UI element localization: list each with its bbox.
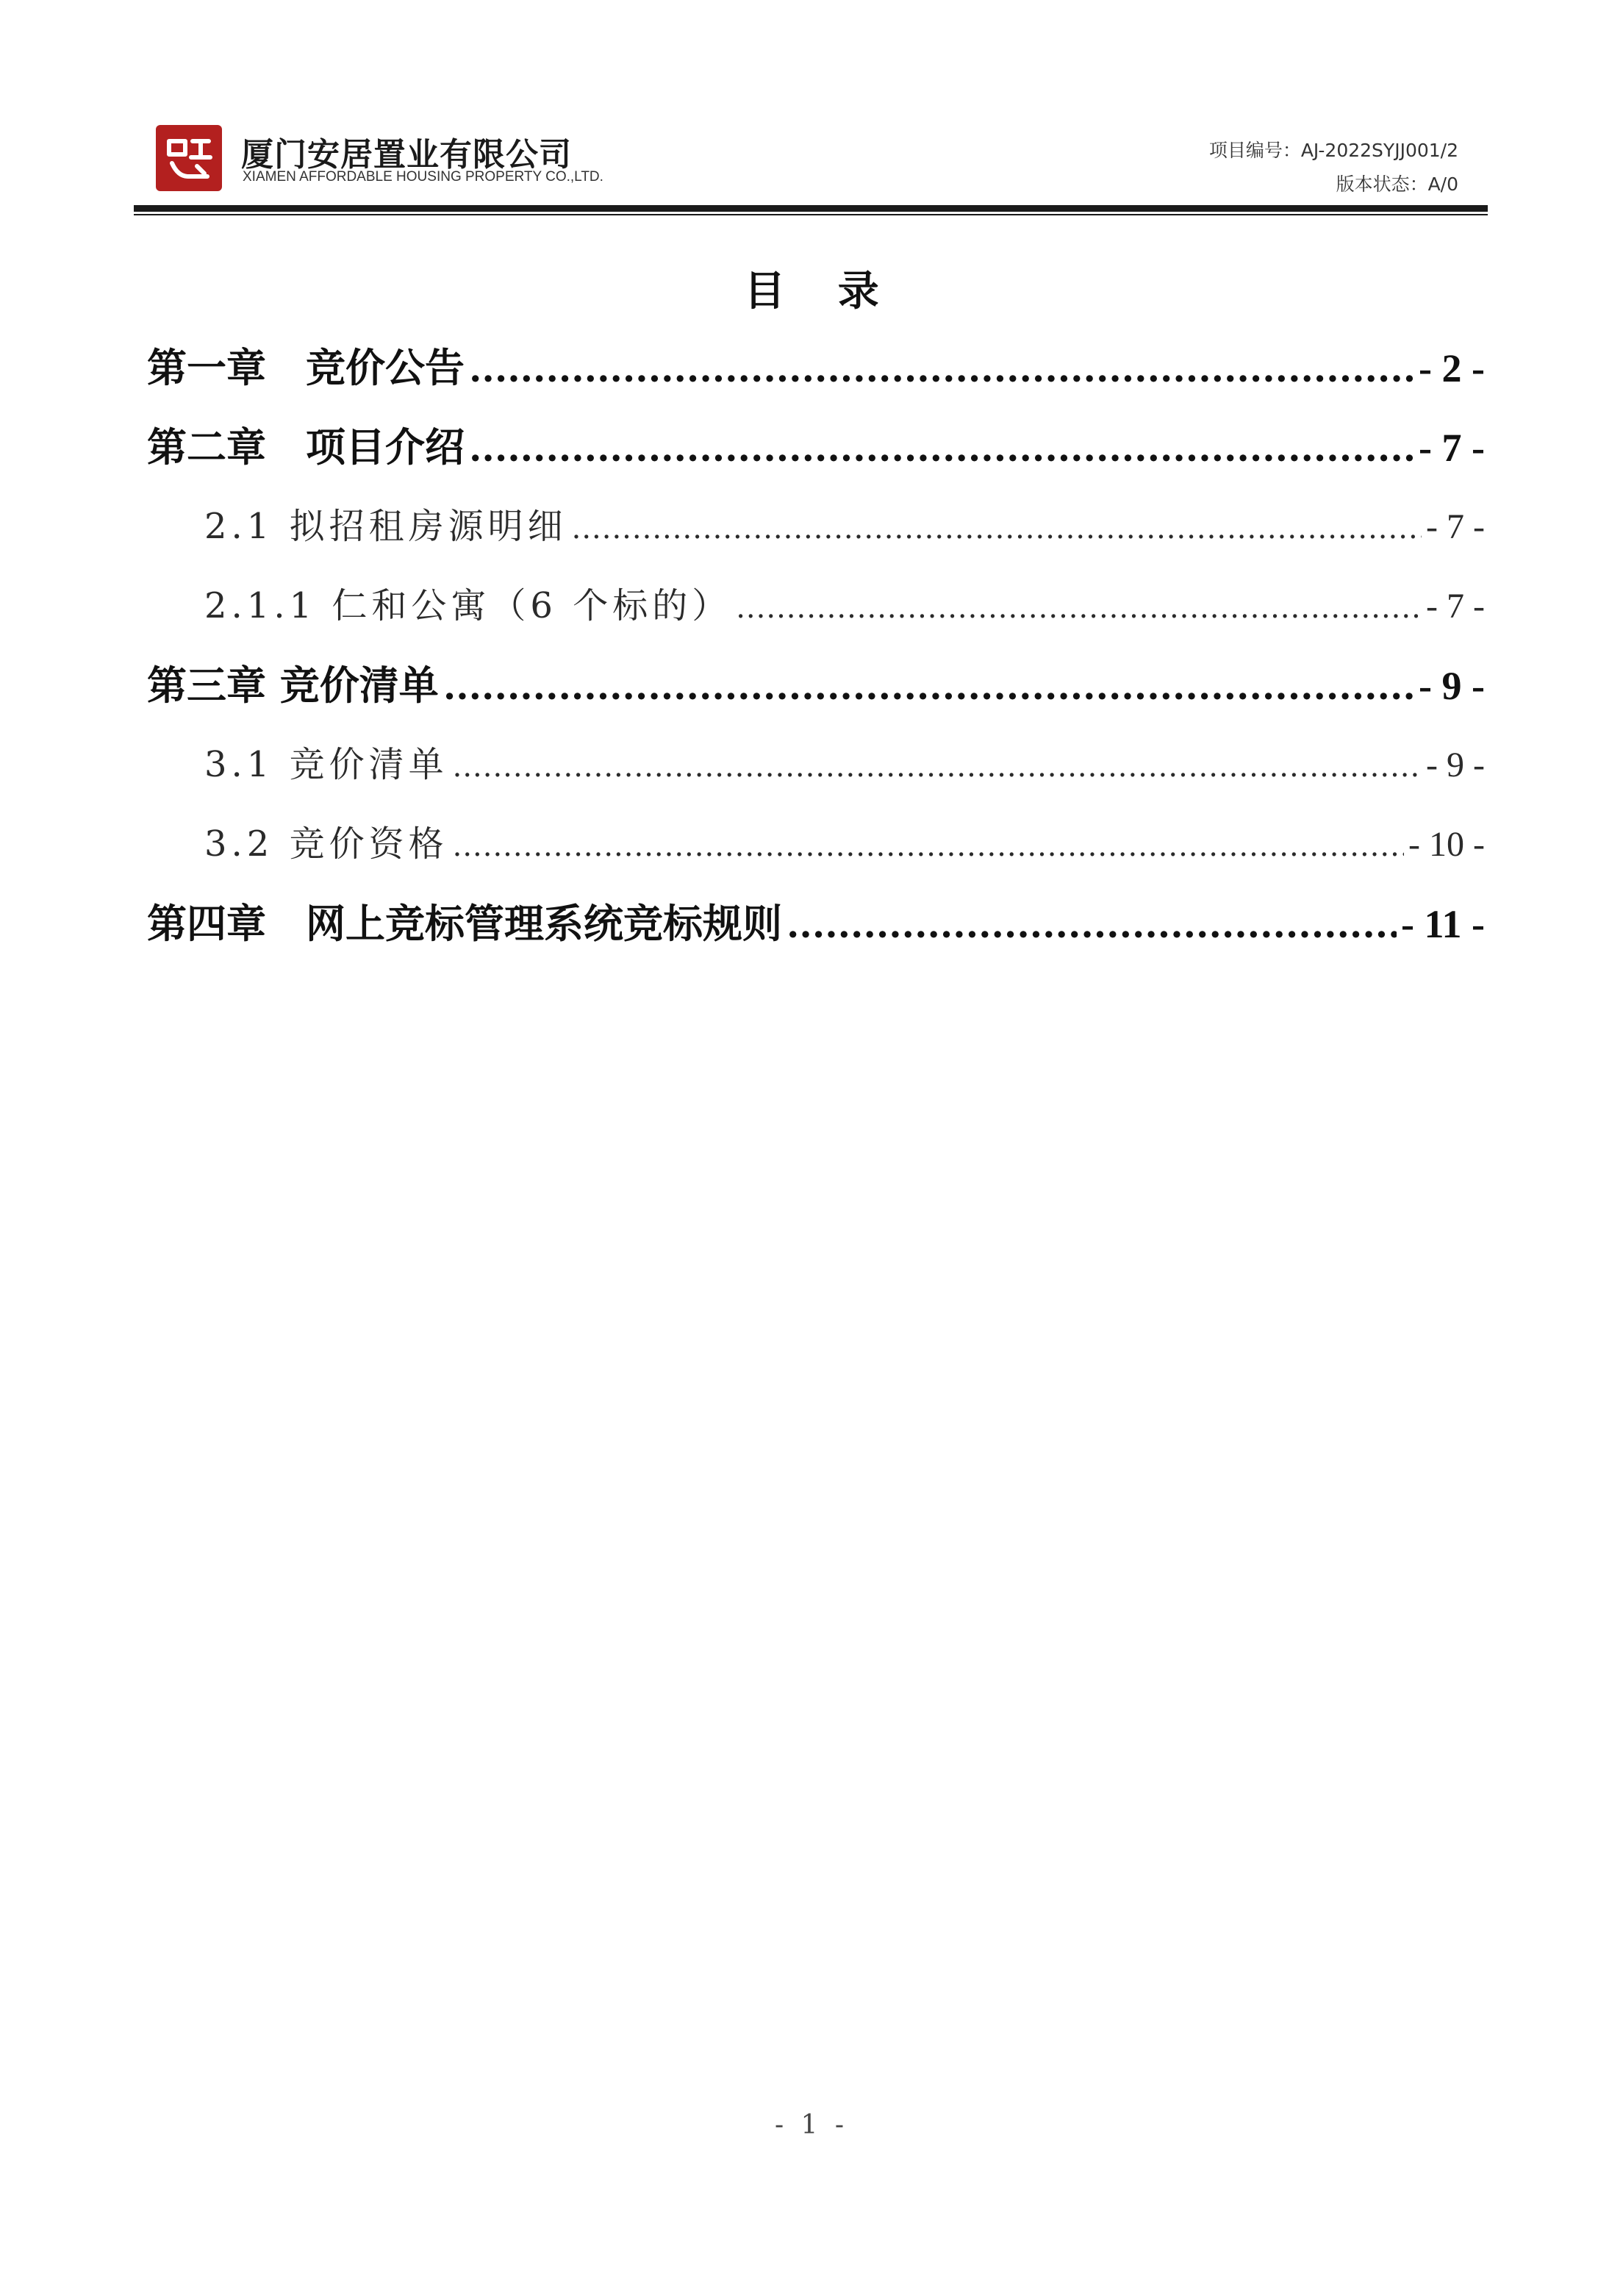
toc-leader-dots (787, 885, 1397, 965)
toc-leader-dots (453, 807, 1404, 886)
header-rule-thick (134, 205, 1488, 212)
toc-entry-page: - 9 - (1419, 664, 1485, 708)
project-number: 项目编号：AJ-2022SYJJ001/2 (1208, 140, 1458, 161)
toc-leader-dots (443, 647, 1414, 726)
toc-entry-label: 3.2 竞价资格 (204, 823, 448, 865)
page-number: - 1 - (774, 2110, 849, 2140)
toc-leader-dots (469, 409, 1414, 488)
toc-title: 目 录 (744, 268, 898, 315)
table-of-contents (147, 328, 1485, 963)
toc-entry-chapter-2[interactable] (147, 407, 1485, 487)
toc-entry-page: - 7 - (1419, 426, 1485, 470)
toc-entry-label: 第二章 项目介绍 (147, 423, 465, 471)
toc-entry-label: 2.1 拟招租房源明细 (204, 506, 567, 547)
toc-entry-label: 第四章 网上竞标管理系统竞标规则 (147, 900, 782, 947)
toc-leader-dots (469, 329, 1414, 409)
toc-entry-label: 第三章 竞价清单 (147, 662, 439, 709)
toc-entry-section-3-1[interactable] (147, 725, 1485, 804)
toc-entry-chapter-3[interactable] (147, 645, 1485, 725)
toc-leader-dots (572, 489, 1422, 568)
toc-entry-page: - 9 - (1426, 745, 1485, 784)
toc-entry-page: - 2 - (1419, 346, 1485, 390)
company-name-cn: 厦门安居置业有限公司 (241, 136, 572, 174)
toc-entry-page: - 7 - (1426, 507, 1485, 546)
toc-entry-section-2-1-1[interactable] (147, 566, 1485, 645)
toc-entry-section-2-1[interactable] (147, 487, 1485, 566)
document-meta (1209, 134, 1458, 201)
toc-entry-chapter-4[interactable] (147, 884, 1485, 963)
toc-entry-label: 2.1.1 仁和公寓（6 个标的） (204, 585, 732, 626)
version-status: 版本状态：A/0 (1336, 174, 1458, 195)
toc-entry-page: - 10 - (1408, 825, 1485, 864)
toc-entry-label: 3.1 竞价清单 (204, 744, 448, 785)
toc-entry-section-3-2[interactable] (147, 804, 1485, 884)
page-header (134, 118, 1488, 228)
toc-entry-page: - 11 - (1401, 902, 1485, 946)
toc-entry-chapter-1[interactable] (147, 328, 1485, 407)
header-rule-thin (134, 214, 1488, 215)
company-name-en: XIAMEN AFFORDABLE HOUSING PROPERTY CO.,LTD. (243, 169, 603, 185)
toc-leader-dots (453, 727, 1422, 807)
toc-entry-page: - 7 - (1426, 587, 1485, 626)
company-seal-logo-icon (156, 125, 222, 191)
toc-leader-dots (736, 568, 1422, 648)
toc-entry-label: 第一章 竞价公告 (147, 344, 465, 391)
